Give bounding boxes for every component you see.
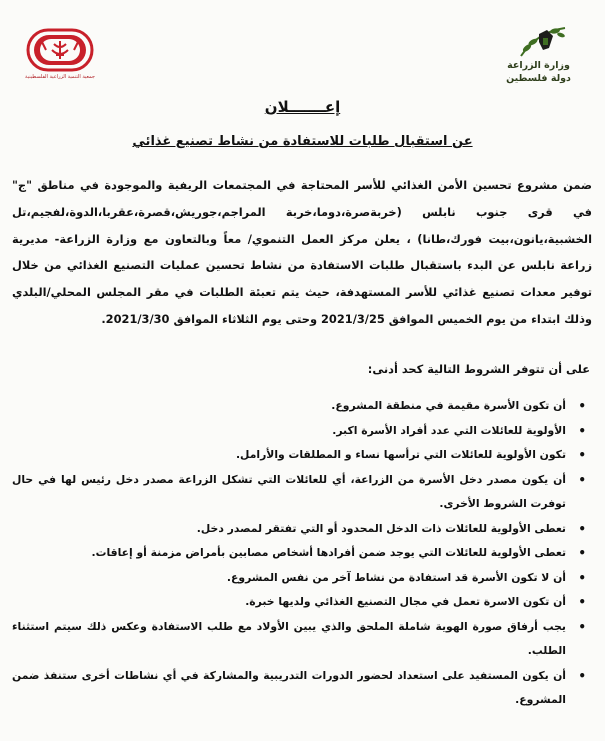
list-item: • أن يكون المستفيد على استعداد لحضور الدورات التدريبية والمشاركة في أي نشاطات أخرى ستنفذ ضمن المشروع.	[12, 664, 592, 713]
ministry-name: وزارة الزراعة	[507, 60, 570, 71]
list-item: • أن لا تكون الأسرة قد استفادة من نشاط آخر من نفس المشروع.	[12, 566, 592, 591]
page-title: إعـــــــلان	[264, 98, 341, 116]
state-name: دولة فلسطين	[506, 73, 571, 84]
conditions-list	[12, 394, 592, 713]
list-item: • أن تكون الاسرة تعمل في مجال التصنيع الغذائي ولديها خبرة.	[12, 590, 592, 615]
announcement-body: ضمن مشروع تحسين الأمن الغذائي للأسر المحتاجة في المجتمعات الريفية والموجودة في مناطق "ج" في قرى جنوب نابلس (خربةصرة،دوما،خربة المراجم،جوريش،قصرة،عقربا،الدوة،لفجيم،تل الخشبية،يانون،بيت فورك،طانا) ، يعلن مركز العمل التنموي/ معاً وبالتعاون مع وزارة الزراعة- مديرية زراعة نابلس عن البدء باستقبال طلبات الاستفادة من نشاط تحسين عمليات التصنيع الغذائي من خلال توفير معدات تصنيع غذائي للأسر المستهدفة، حيث يتم تعبئة الطلبات في مقر المجلس المحلي/البلدي وذلك ابتداء من يوم الخميس الموافق 2021/3/25 وحتى يوم الثلاثاء الموافق 2021/3/30.	[12, 178, 592, 326]
list-item: • تعطى الأولوية للعائلات ذات الدخل المحدود أو التي تفتقر لمصدر دخل.	[12, 517, 592, 542]
conditions-intro: على أن تتوفر الشروط التالية كحد أدنى:	[367, 362, 590, 376]
list-item: • الأولوية للعائلات التي عدد أفراد الأسرة اكبر.	[12, 419, 592, 444]
list-item: • يجب أرفاق صورة الهوية شاملة الملحق والذي يبين الأولاد مع طلب الاستفادة وعكس ذلك سيتم استثناء الطلب.	[12, 615, 592, 664]
list-item: • تعطى الأولوية للعائلات التي يوجد ضمن أفرادها أشخاص مصابين بأمراض مزمنة أو إعاقات.	[12, 541, 592, 566]
logo-caption: جمعية التنمية الزراعية الفلسطينية	[25, 74, 95, 80]
page-subtitle: عن استقبال طلبات للاستفادة من نشاط تصنيع غذائي	[132, 134, 473, 149]
list-item: • أن تكون الأسرة مقيمة في منطقة المشروع.	[12, 394, 592, 419]
list-item: • تكون الأولوية للعائلات التي ترأسها نساء و المطلقات والأرامل.	[12, 443, 592, 468]
eagle-branch-icon	[517, 26, 569, 60]
logo-emblem-icon	[10, 28, 110, 74]
list-item: • أن يكون مصدر دخل الأسرة من الزراعة، أي للعائلات التي تشكل الزراعة مصدر دخل رئيس لها في حال توفرت الشروط الأخرى.	[12, 468, 592, 517]
organization-logo	[10, 28, 110, 84]
ministry-logo	[483, 26, 595, 88]
